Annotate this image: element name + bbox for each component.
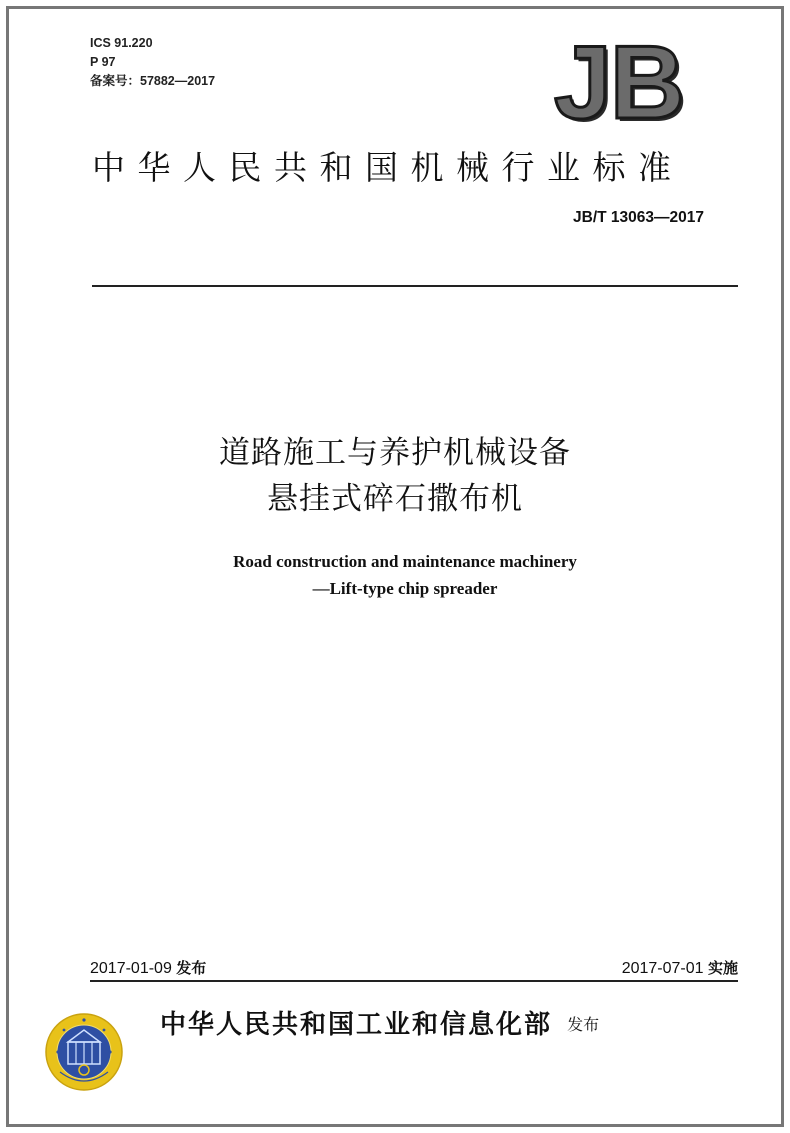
ics-code: ICS 91.220 — [90, 36, 153, 50]
issue-date — [90, 957, 206, 978]
chinese-title-line2: 悬挂式碎石撒布机 — [267, 481, 523, 517]
ministry-emblem-icon — [44, 1012, 124, 1092]
record-number: 备案号：57882—2017 — [90, 74, 216, 88]
jb-logo: JB — [554, 25, 683, 141]
classification-block — [90, 34, 215, 91]
effective-date-value: 2017-07-01 — [621, 960, 704, 977]
ccs-code: P 97 — [90, 55, 116, 69]
issuer-verb: 发布 — [567, 1015, 600, 1034]
english-title-line1: Road construction and maintenance machinery — [233, 552, 577, 571]
effective-date — [622, 957, 738, 978]
issuing-authority — [160, 1004, 599, 1041]
issuer-name: 中华人民共和国工业和信息化部 — [160, 1010, 553, 1040]
effective-date-label: 实施 — [707, 959, 738, 977]
chinese-title-line1: 道路施工与养护机械设备 — [219, 435, 571, 471]
standard-code: JB/T 13063—2017 — [573, 209, 704, 226]
issue-date-value: 2017-01-09 — [90, 960, 172, 977]
english-title-line2: —Lift-type chip spreader — [312, 579, 498, 598]
issue-date-label: 发布 — [176, 959, 207, 977]
standard-type-title: 中华人民共和国机械行业标准 — [92, 148, 684, 187]
bottom-divider — [90, 980, 738, 982]
top-divider — [92, 285, 738, 287]
